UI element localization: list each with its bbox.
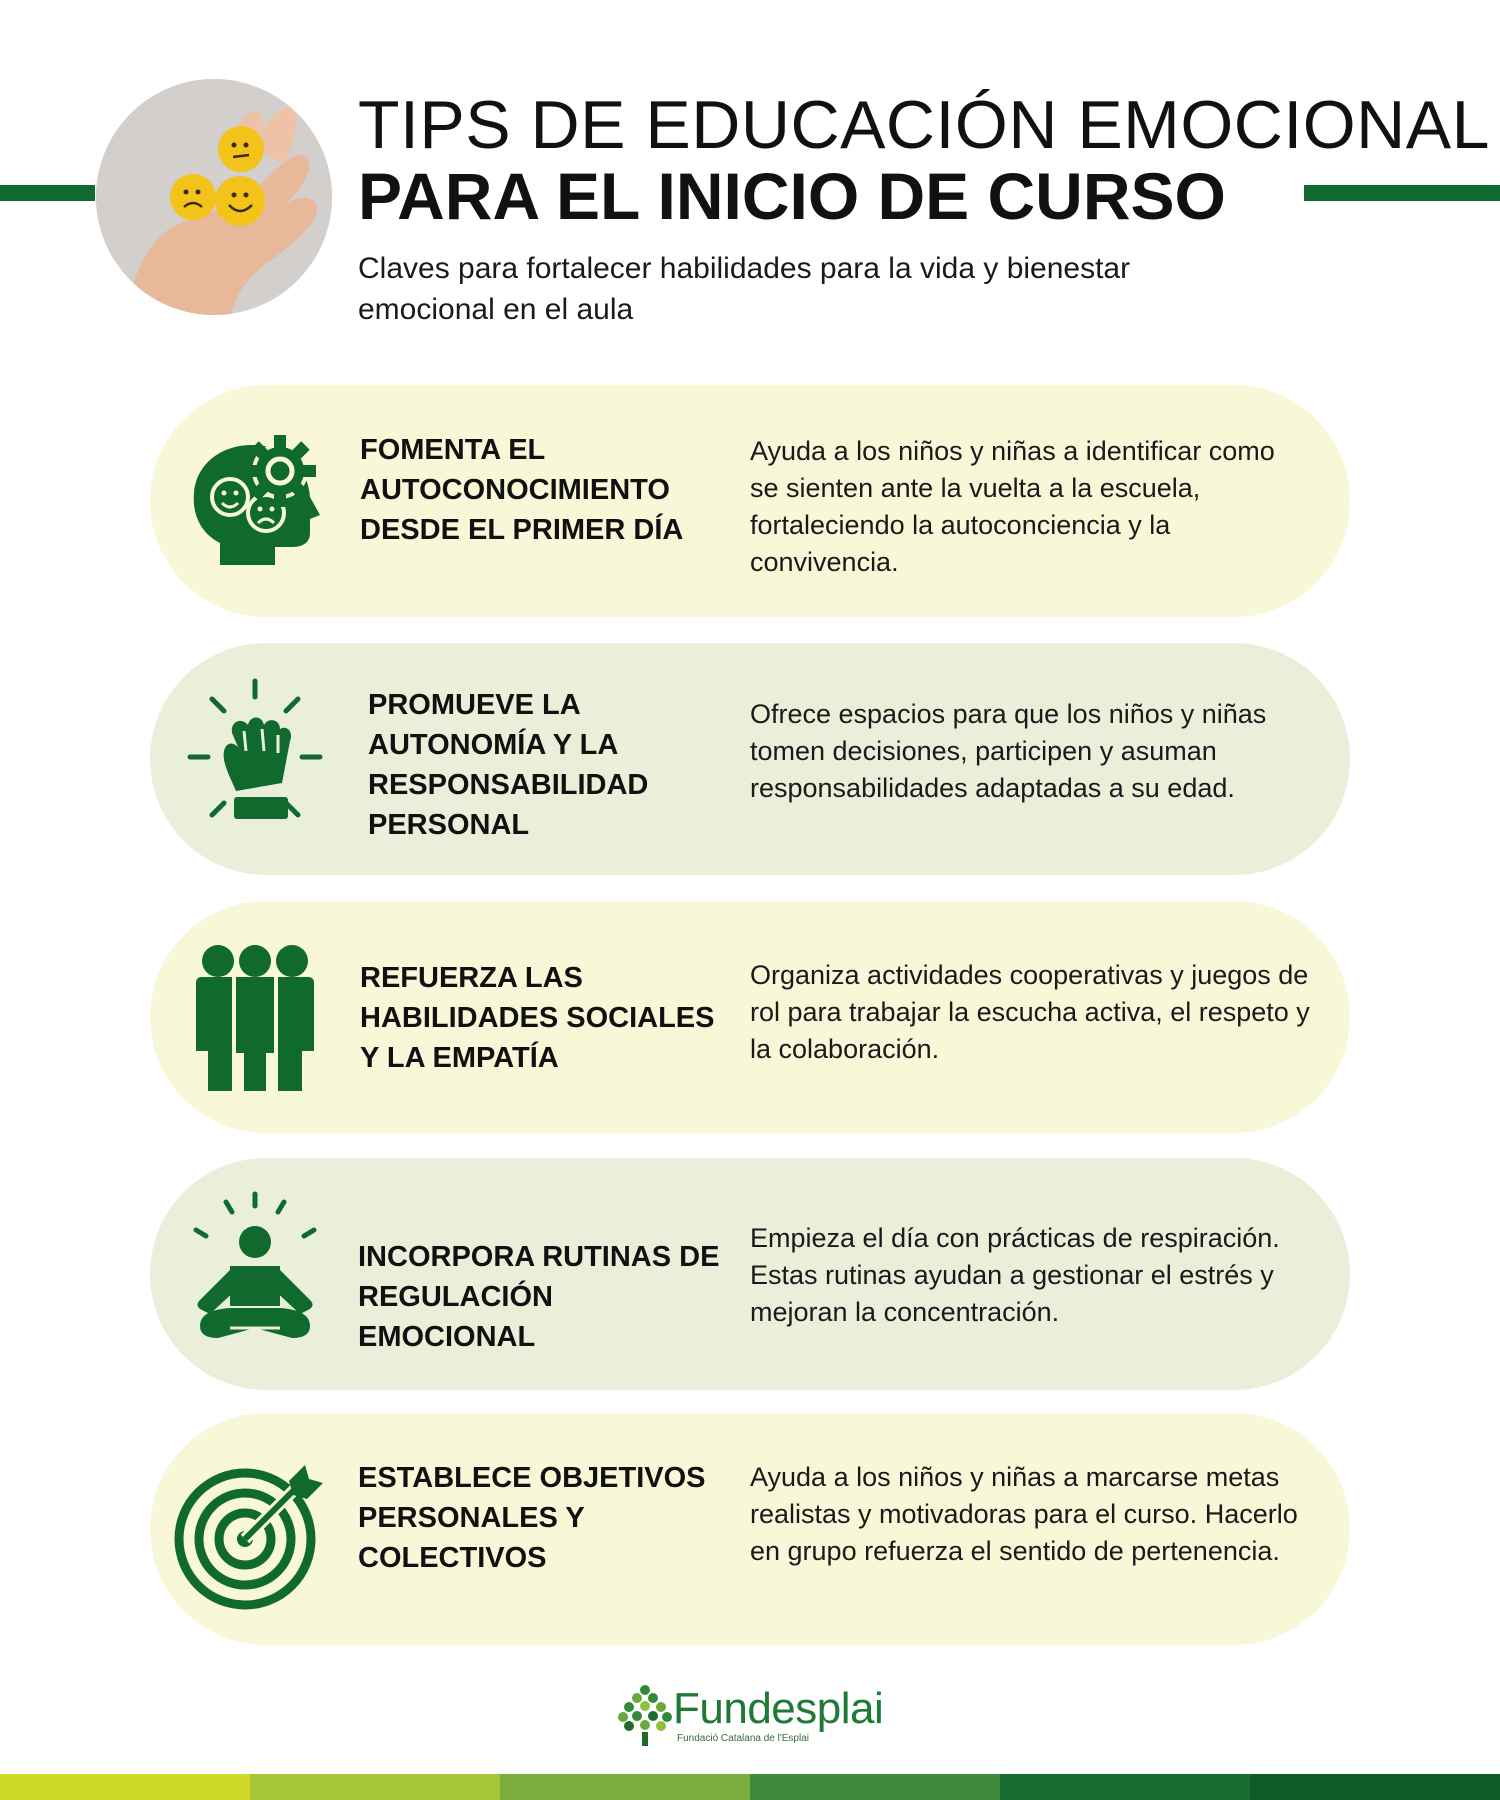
strip-segment <box>500 1774 750 1800</box>
tip-title: REFUERZA LAS HABILIDADES SOCIALES Y LA EMPATÍA <box>360 962 715 1074</box>
tip-description: Ayuda a los niños y niñas a identificar como se sienten ante la vuelta a la escuela, fortaleciendo la autoconciencia y la convivencia. <box>750 436 1275 577</box>
tip-card-objetivos <box>150 1413 1350 1645</box>
strip-segment <box>1250 1774 1500 1800</box>
tip-description: Ofrece espacios para que los niños y niñas tomen decisiones, participen y asuman responsabilidades adaptadas a su edad. <box>750 699 1267 803</box>
footer-brand-name: Fundesplai <box>673 1684 884 1733</box>
tip-card-autonomia <box>150 643 1350 875</box>
tip-card-regulacion-emocional <box>150 1158 1350 1390</box>
head-emotions-gear-icon <box>170 415 340 585</box>
strip-segment <box>250 1774 500 1800</box>
hero-emoji-hands-image <box>96 79 332 315</box>
page-subtitle: Claves para fortalecer habilidades para la vida y bienestar emocional en el aula <box>358 252 1131 326</box>
page-title-line1: TIPS DE EDUCACIÓN EMOCIONAL <box>358 87 1490 163</box>
page-title-line2: PARA EL INICIO DE CURSO <box>358 159 1226 233</box>
tip-description: Empieza el día con prácticas de respiración. Estas rutinas ayudan a gestionar el estrés y mejoran la concentración. <box>750 1223 1280 1327</box>
strip-segment <box>750 1774 1000 1800</box>
left-accent-bar <box>0 185 95 201</box>
meditation-icon <box>170 1188 340 1358</box>
strip-segment <box>1000 1774 1250 1800</box>
tip-title: INCORPORA RUTINAS DE REGULACIÓN EMOCIONAL <box>358 1241 720 1353</box>
tip-card-autoconocimiento <box>150 385 1350 617</box>
group-people-icon <box>170 931 340 1101</box>
bottom-color-strip <box>0 1774 1500 1800</box>
raised-fist-icon <box>170 673 340 843</box>
tip-title: PROMUEVE LA AUTONOMÍA Y LA RESPONSABILIDAD PERSONAL <box>368 689 649 841</box>
tip-description: Organiza actividades cooperativas y juegos de rol para trabajar la escucha activa, el respeto y la colaboración. <box>750 960 1310 1064</box>
right-accent-bar <box>1304 185 1500 201</box>
tip-card-habilidades-sociales <box>150 901 1350 1133</box>
target-arrow-icon <box>165 1451 335 1621</box>
tip-description: Ayuda a los niños y niñas a marcarse metas realistas y motivadoras para el curso. Hacerlo en grupo refuerza el sentido de pertenencia. <box>750 1462 1298 1566</box>
strip-segment <box>0 1774 250 1800</box>
tip-title: ESTABLECE OBJETIVOS PERSONALES Y COLECTIVOS <box>358 1462 706 1574</box>
footer-tagline: Fundació Catalana de l'Esplai <box>677 1733 809 1744</box>
tip-title: FOMENTA EL AUTOCONOCIMIENTO DESDE EL PRIMER DÍA <box>360 434 684 546</box>
